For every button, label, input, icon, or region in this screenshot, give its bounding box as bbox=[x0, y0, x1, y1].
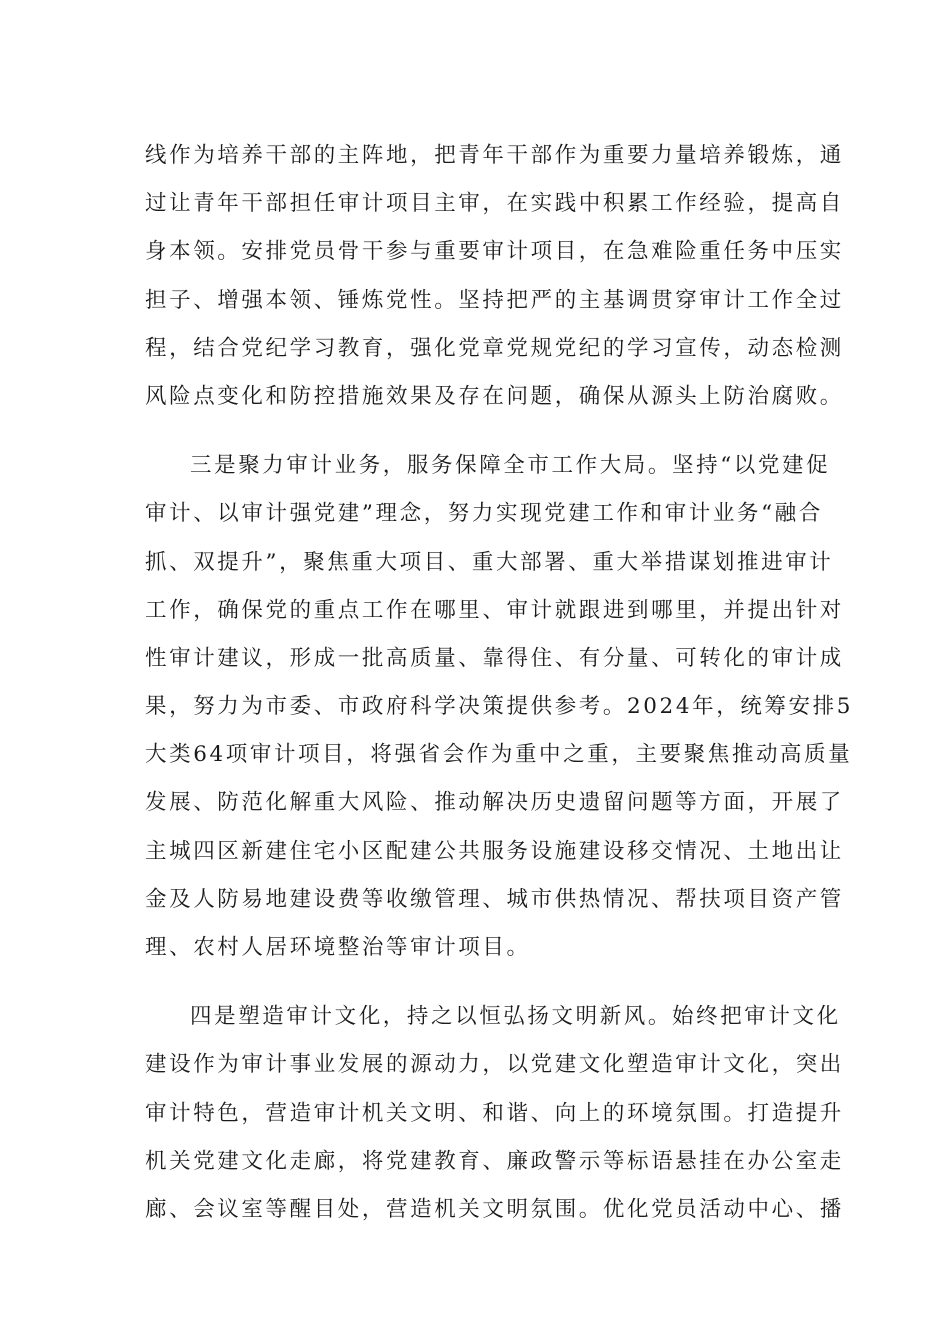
paragraph-spacing bbox=[145, 421, 805, 442]
text-line: 抓、双提升”，聚焦重大项目、重大部署、重大举措谋划推进审计 bbox=[145, 549, 834, 575]
text-line-first: 三是聚力审计业务，服务保障全市工作大局。坚持“以党建促 bbox=[190, 453, 831, 479]
text-line: 建设作为审计事业发展的源动力，以党建文化塑造审计文化，突出 bbox=[145, 1052, 844, 1078]
text-line: 性审计建议，形成一批高质量、靠得住、有分量、可转化的审计成 bbox=[145, 645, 844, 671]
paragraph-3 bbox=[145, 993, 844, 1234]
text-line: 过让青年干部担任审计项目主审，在实践中积累工作经验，提高自 bbox=[145, 191, 844, 217]
text-line: 大类64项审计项目，将强省会作为重中之重，主要聚焦推动高质量 bbox=[145, 742, 853, 768]
text-line: 机关党建文化走廊，将党建教育、廉政警示等标语悬挂在办公室走 bbox=[145, 1148, 844, 1174]
paragraph-spacing bbox=[145, 972, 805, 993]
text-line: 发展、防范化解重大风险、推动解决历史遗留问题等方面，开展了 bbox=[145, 790, 844, 816]
text-line: 审计特色，营造审计机关文明、和谐、向上的环境氛围。打造提升 bbox=[145, 1100, 844, 1126]
text-line: 线作为培养干部的主阵地，把青年干部作为重要力量培养锻炼，通 bbox=[145, 143, 844, 168]
paragraph-1 bbox=[145, 132, 844, 421]
text-line-first: 四是塑造审计文化，持之以恒弘扬文明新风。始终把审计文化 bbox=[190, 1004, 841, 1030]
text-line: 工作，确保党的重点工作在哪里、审计就跟进到哪里，并提出针对 bbox=[145, 597, 844, 623]
text-line: 金及人防易地建设费等收缴管理、城市供热情况、帮扶项目资产管 bbox=[145, 886, 844, 912]
text-line: 廊、会议室等醒目处，营造机关文明氛围。优化党员活动中心、播 bbox=[145, 1196, 844, 1222]
text-line: 身本领。安排党员骨干参与重要审计项目，在急难险重任务中压实 bbox=[145, 239, 844, 265]
document-body bbox=[145, 132, 853, 1234]
text-line: 程，结合党纪学习教育，强化党章党规党纪的学习宣传，动态检测 bbox=[145, 335, 844, 361]
text-line: 担子、增强本领、锤炼党性。坚持把严的主基调贯穿审计工作全过 bbox=[145, 287, 844, 313]
text-line: 主城四区新建住宅小区配建公共服务设施建设移交情况、土地出让 bbox=[145, 838, 844, 864]
text-line: 理、农村人居环境整治等审计项目。 bbox=[145, 935, 531, 960]
text-line: 风险点变化和防控措施效果及存在问题，确保从源头上防治腐败。 bbox=[145, 383, 844, 409]
text-line: 审计、以审计强党建”理念，努力实现党建工作和审计业务“融合 bbox=[145, 501, 823, 527]
paragraph-2 bbox=[145, 442, 853, 972]
text-line: 果，努力为市委、市政府科学决策提供参考。2024年，统筹安排5 bbox=[145, 694, 853, 720]
